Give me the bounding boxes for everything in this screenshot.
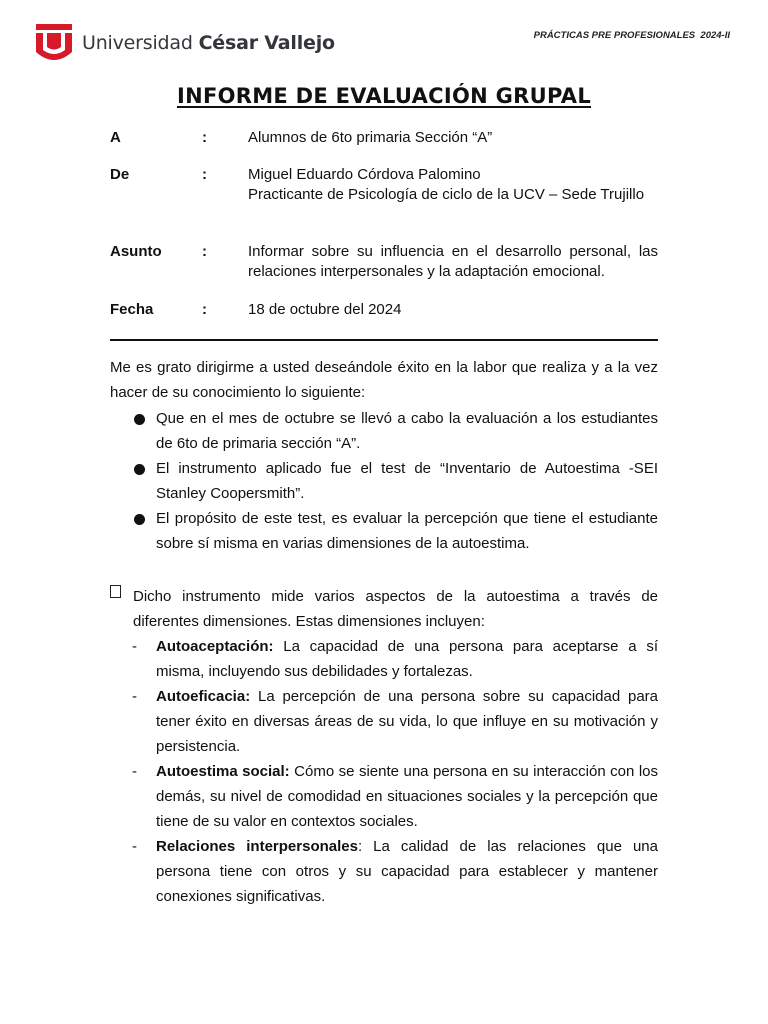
bullet-text: Que en el mes de octubre se llevó a cabo la evaluación a los estudiantes de 6to de primaria sección “A”. xyxy=(156,410,658,452)
field-date-separator: : xyxy=(202,301,207,318)
ucv-shield-icon xyxy=(36,24,72,62)
dimensions-list xyxy=(110,634,658,909)
field-date xyxy=(110,300,658,320)
bullet-dot-icon xyxy=(134,414,145,425)
bullet-list xyxy=(110,406,658,556)
dash-marker: - xyxy=(132,688,137,705)
bullet-item xyxy=(110,456,658,506)
bullet-dot-icon xyxy=(134,464,145,475)
dimension-item xyxy=(110,759,658,834)
dimension-term: Autoeficacia: xyxy=(156,688,251,705)
missing-glyph-icon xyxy=(110,585,121,598)
practice-label: PRÁCTICAS PRE PROFESIONALES 2024-II xyxy=(533,30,730,41)
field-subject xyxy=(110,242,658,282)
field-from-value xyxy=(248,165,658,205)
bullet-text: El propósito de este test, es evaluar la percepción que tiene el estudiante sobre sí misma en varias dimensiones de la autoestima. xyxy=(156,510,658,552)
bullet-item xyxy=(110,506,658,556)
field-subject-key: Asunto xyxy=(110,243,162,260)
header-divider xyxy=(110,339,658,341)
intro-paragraph: Me es grato dirigirme a usted deseándole éxito en la labor que realiza y a la vez hacer de su conocimiento lo siguiente: xyxy=(110,359,658,401)
dash-marker: - xyxy=(132,838,137,855)
field-from xyxy=(110,165,658,225)
dimension-description: La capacidad de una persona para aceptarse a sí misma, incluyendo sus debilidades y fortalezas. xyxy=(156,638,658,680)
sender-role: Practicante de Psicología de ciclo de la UCV – Sede Trujillo xyxy=(248,186,645,203)
document-title: INFORME DE EVALUACIÓN GRUPAL xyxy=(176,84,592,108)
dimension-term: Autoestima social: xyxy=(156,763,290,780)
field-from-key: De xyxy=(110,166,130,183)
field-to xyxy=(110,128,658,148)
dimension-term: Autoaceptación: xyxy=(156,638,274,655)
dash-marker: - xyxy=(132,763,137,780)
dimension-term: Relaciones interpersonales xyxy=(156,838,358,855)
field-to-separator: : xyxy=(202,129,207,146)
sender-name: Miguel Eduardo Córdova Palomino xyxy=(248,166,481,183)
field-from-separator: : xyxy=(202,166,207,183)
dimensions-intro: Dicho instrumento mide varios aspectos de la autoestima a través de diferentes dimensiones. Estas dimensiones incluyen: xyxy=(133,588,658,630)
dimension-description: Cómo se siente una persona en su interacción con los demás, su nivel de comodidad en situaciones sociales y la percepción que tiene de su valor en contextos sociales. xyxy=(156,763,658,830)
bullet-dot-icon xyxy=(134,514,145,525)
field-subject-separator: : xyxy=(202,243,207,260)
field-to-key: A xyxy=(110,129,121,146)
bullet-text: El instrumento aplicado fue el test de “Inventario de Autoestima -SEI Stanley Coopersmith”. xyxy=(156,460,658,502)
field-to-value: Alumnos de 6to primaria Sección “A” xyxy=(248,129,493,146)
dimension-description: : La calidad de las relaciones que una persona tiene con otros y su capacidad para establecer y mantener conexiones significativas. xyxy=(156,838,658,905)
dimension-item xyxy=(110,834,658,909)
field-date-key: Fecha xyxy=(110,301,154,318)
field-subject-value: Informar sobre su influencia en el desarrollo personal, las relaciones interpersonales y la adaptación emocional. xyxy=(248,243,658,280)
dimension-item xyxy=(110,634,658,684)
dimension-item xyxy=(110,684,658,759)
dash-marker: - xyxy=(132,638,137,655)
university-name-bold: César Vallejo xyxy=(198,32,335,54)
university-name-regular: Universidad xyxy=(82,32,193,54)
university-name xyxy=(82,32,335,54)
bullet-item xyxy=(110,406,658,456)
field-date-value: 18 de octubre del 2024 xyxy=(248,301,402,318)
dimension-description: La percepción de una persona sobre su capacidad para tener éxito en diversas áreas de su vida, lo que influye en su motivación y persistencia. xyxy=(156,688,658,755)
university-logo xyxy=(36,24,335,62)
